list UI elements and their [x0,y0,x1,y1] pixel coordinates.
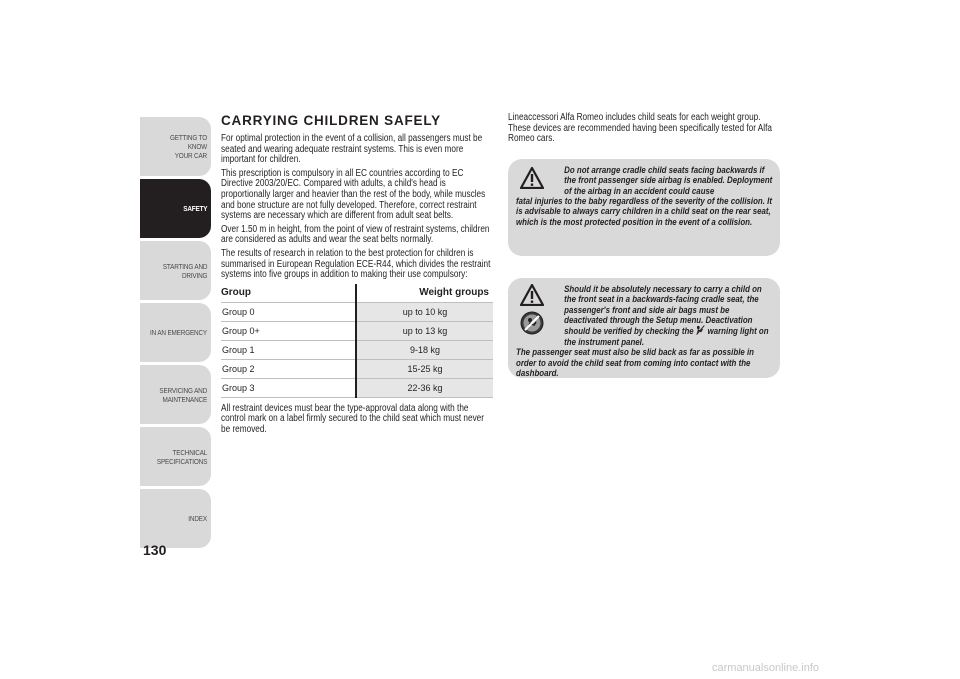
right-column [508,113,780,378]
tab-safety[interactable] [140,179,211,238]
group-cell: Group 0 [221,302,356,321]
page-number: 130 [143,542,167,558]
tab-label: IN AN EMERGENCY [150,328,208,337]
left-column [221,113,493,439]
group-cell: Group 2 [221,359,356,378]
paragraph: Lineaccessori Alfa Romeo includes child seats for each weight group. These devices are recommended having been specifically tested for Alfa Romeo cars. [508,112,772,145]
warning-text: fatal injuries to the baby regardless of the severity of the collision. It is advisable to always carry children in a child seat on the rear seat, which is the most protected position in the event of a collision. [516,196,772,227]
warning-box [508,278,780,378]
weight-cell: up to 10 kg [356,302,493,321]
warning-text [516,284,774,347]
tab-servicing[interactable] [140,365,211,424]
tab-emergency[interactable] [140,303,211,362]
table-header-row [221,284,493,303]
table-row [221,321,493,340]
tab-label: STARTING AND DRIVING [162,261,207,280]
weight-cell: 15-25 kg [356,359,493,378]
warning-text: The passenger seat must also be slid back as far as possible in order to avoid the child seat from coming into contact with the dashboard. [516,347,755,379]
warning-text: Do not arrange cradle child seats facing backwards if the front passenger side airbag is enabled. Deployment of the airbag in an accident could cause [564,164,773,196]
table-row [221,340,493,359]
column-header: Group [221,284,356,303]
tab-index[interactable] [140,489,211,548]
tab-technical[interactable] [140,427,211,486]
tab-label: TECHNICAL SPECIFICATIONS [156,447,207,466]
tab-getting-to-know[interactable] [140,117,211,176]
passenger-airbag-warning-light-icon [696,325,705,335]
tab-label: GETTING TO KNOW YOUR CAR [169,133,207,160]
paragraph: Over 1.50 m in height, from the point of view of restraint systems, children are considered as adults and wear the seat belts normally. [221,223,490,246]
table-row [221,302,493,321]
warning-text-part: warning light on the instrument panel. [564,326,769,347]
group-cell: Group 3 [221,378,356,397]
table-row [221,359,493,378]
warning-box [508,159,780,256]
tab-label: INDEX [188,514,207,523]
table-row [221,378,493,397]
paragraph: All restraint devices must bear the type-approval data along with the control mark on a label firmly secured to the child seat which must never be removed. [221,402,485,435]
tab-label: SERVICING AND MAINTENANCE [159,385,207,404]
paragraph: This prescription is compulsory in all EC countries according to EC Directive 2003/20/EC. Compared with adults, a child's head is proportionally larger and heavier than the rest of the body, while muscles and bone structure are not fully developed. Therefore, correct restraint systems are necessary which are different from adult seat belts. [221,167,486,222]
paragraph: The results of research in relation to the best protection for children is summarised in European Regulation ECE-R44, which divides the restraint systems into five groups in addition to making their use compulsory: [221,247,491,281]
watermark: carmanualsonline.info [712,662,820,674]
warning-text-part: Should it be absolutely necessary to carry a child on the front seat in a backwards-facing cradle seat, the passenger's front and side air bags must be deactivated through the Setup menu. Deactivation should be verified by checking the [564,283,762,337]
column-header: Weight groups [356,284,493,303]
weight-cell: up to 13 kg [356,321,493,340]
section-heading: CARRYING CHILDREN SAFELY [221,113,441,128]
chapter-tabs [140,117,211,551]
paragraph: For optimal protection in the event of a collision, all passengers must be seated and wearing adequate restraint systems. This is even more important for children. [221,133,483,166]
tab-starting-driving[interactable] [140,241,211,300]
group-cell: Group 0+ [221,321,356,340]
tab-label: SAFETY [182,204,207,213]
weight-cell: 22-36 kg [356,378,493,397]
group-cell: Group 1 [221,340,356,359]
weight-cell: 9-18 kg [356,340,493,359]
weight-groups-table [221,284,493,398]
